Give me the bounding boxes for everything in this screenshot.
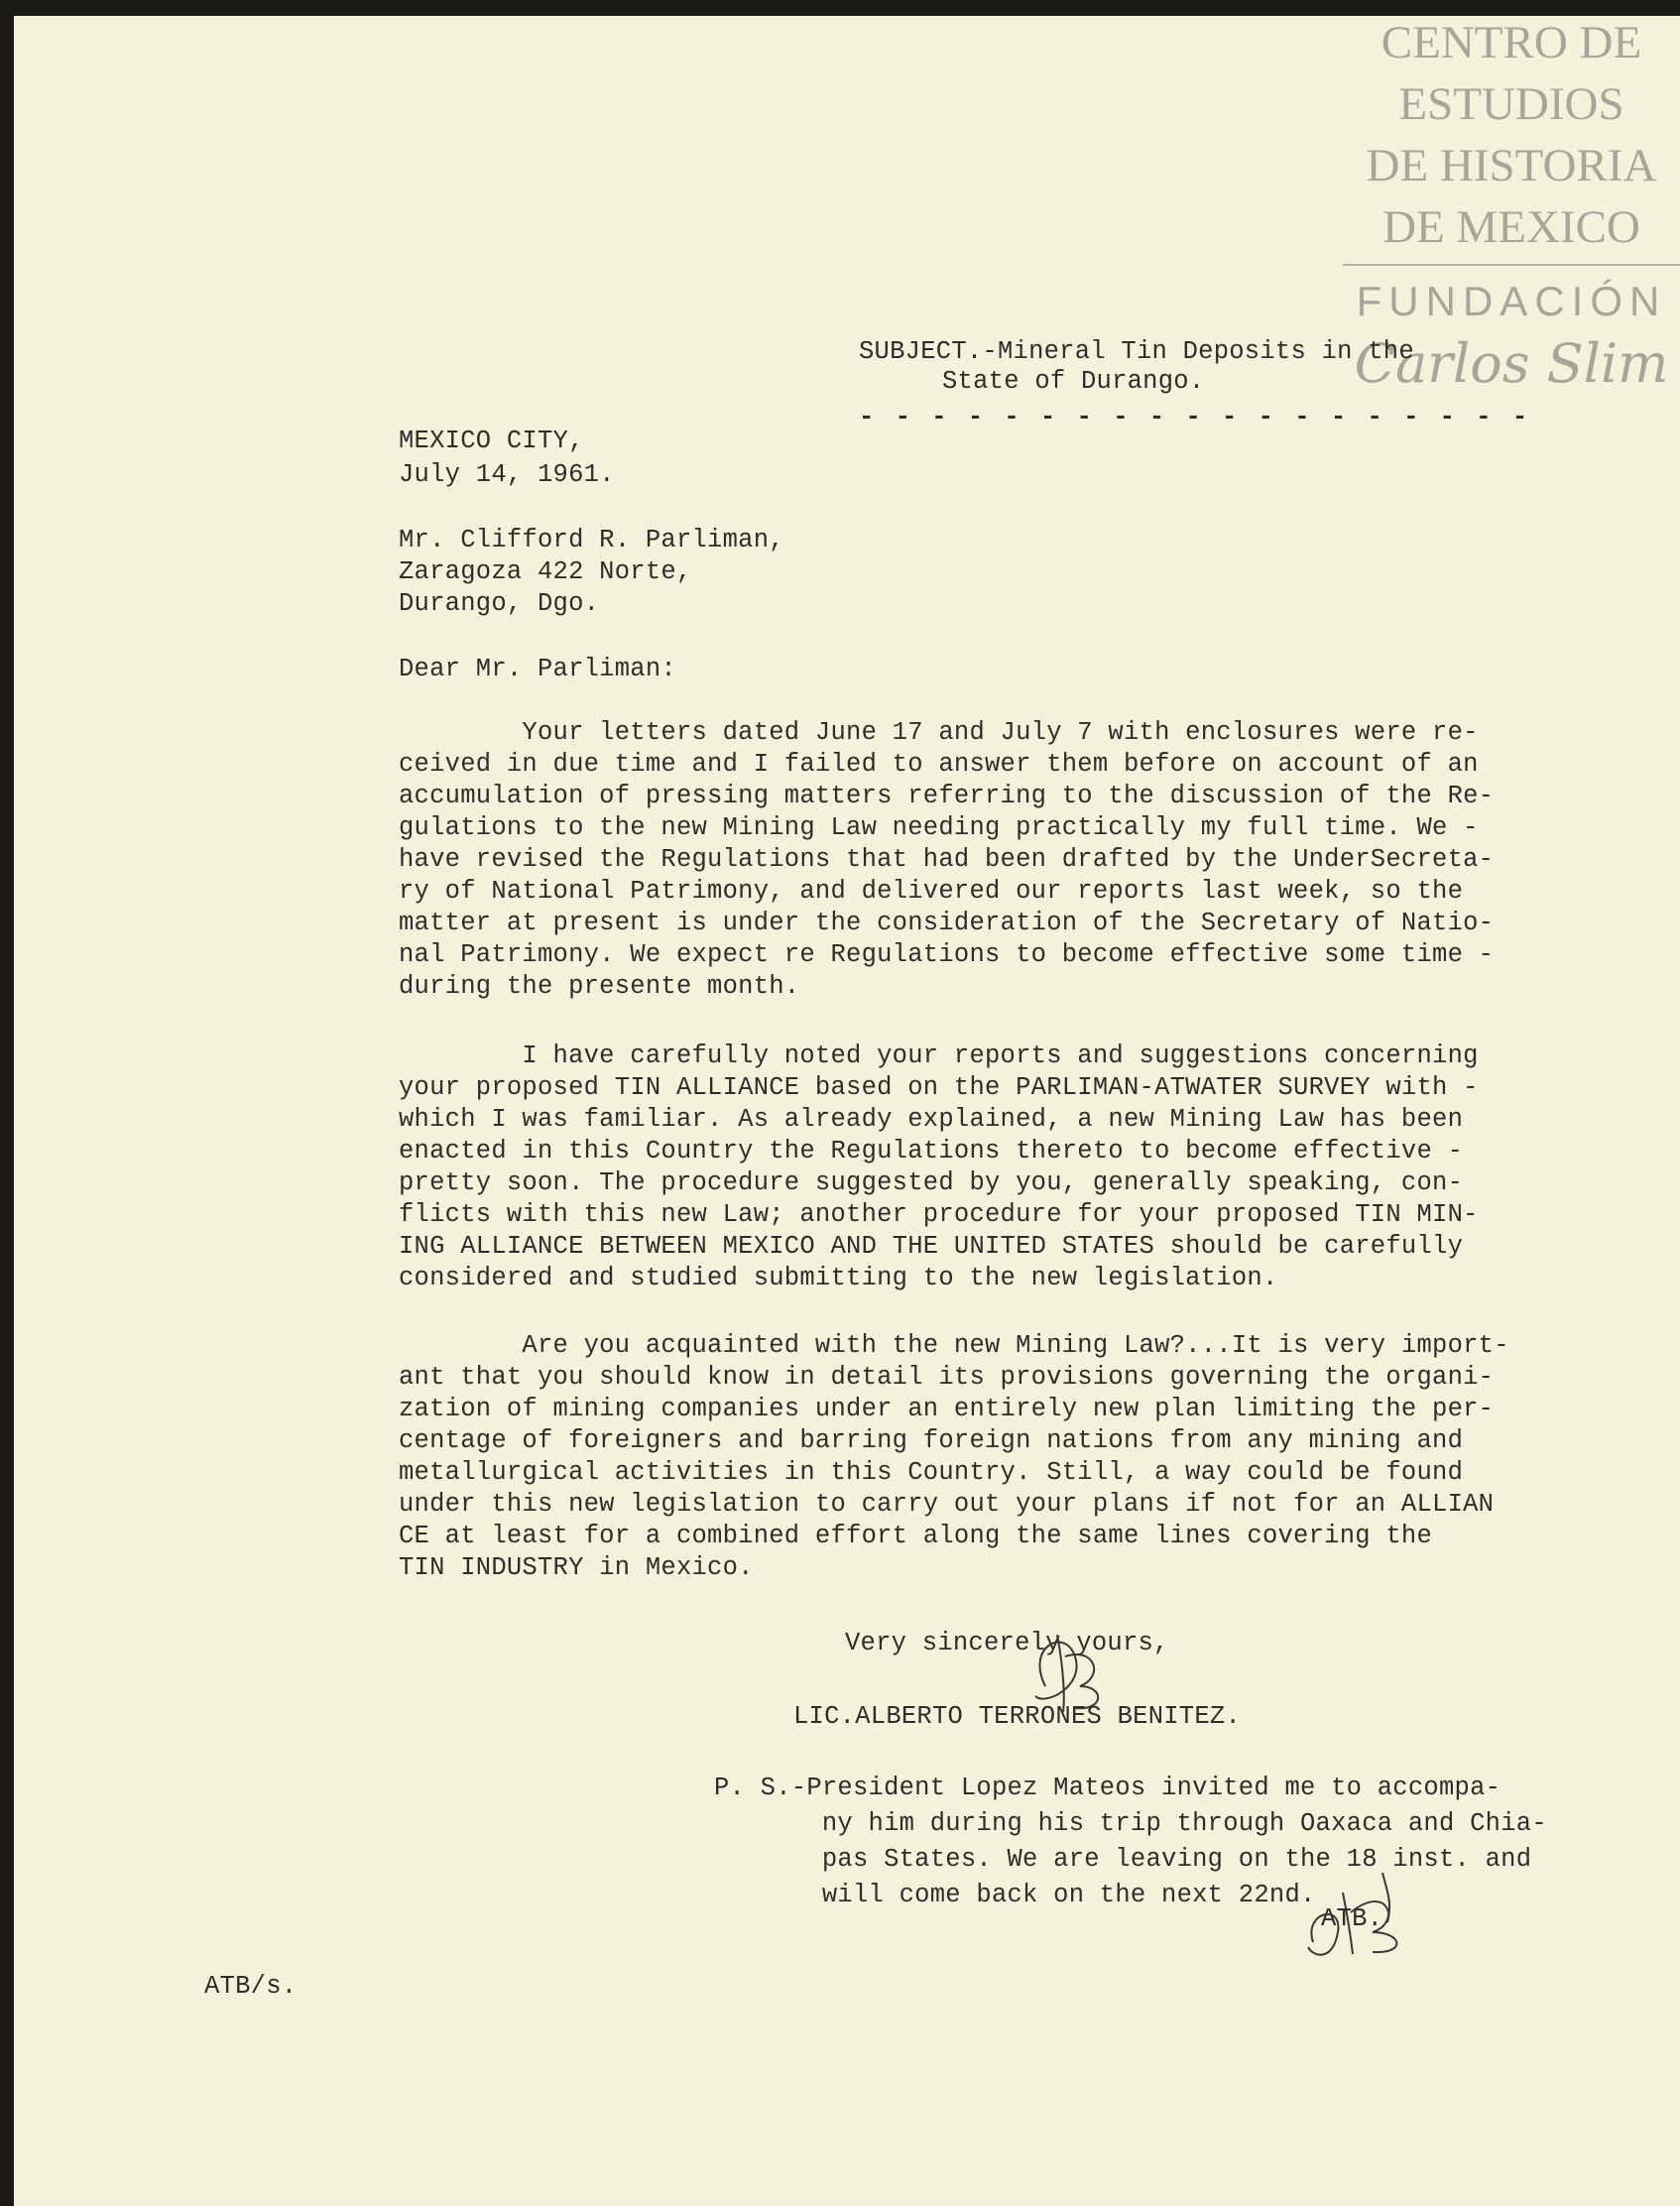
- recipient-city: Durango, Dgo.: [399, 589, 600, 618]
- paragraph-line: zation of mining companies under an entirely new plan limiting the per-: [399, 1395, 1495, 1423]
- postscript-line: P. S.-President Lopez Mateos invited me to accompa-: [714, 1774, 1501, 1802]
- paragraph-line: centage of foreigners and barring foreign nations from any mining and: [399, 1426, 1464, 1455]
- letter-date: July 14, 1961.: [399, 460, 615, 489]
- initials-scribble: [1293, 1863, 1422, 1962]
- paragraph-line: under this new legislation to carry out your plans if not for an ALLIAN: [399, 1490, 1495, 1519]
- paragraph-line: ceived in due time and I failed to answer them before on account of an: [399, 750, 1479, 779]
- paragraph-line: CE at least for a combined effort along the same lines covering the: [399, 1522, 1433, 1550]
- watermark-divider: [1343, 264, 1680, 266]
- watermark-line: ESTUDIOS: [1398, 78, 1624, 130]
- paragraph-line: metallurgical activities in this Country. Still, a way could be found: [399, 1458, 1464, 1487]
- postscript-line: pas States. We are leaving on the 18 inst. and: [714, 1845, 1532, 1874]
- watermark-signature: Carlos Slim: [1354, 332, 1669, 395]
- recipient-name: Mr. Clifford R. Parliman,: [399, 526, 784, 554]
- paragraph-line: during the presente month.: [399, 972, 800, 1001]
- paragraph-line: matter at present is under the consideration of the Secretary of Natio-: [399, 909, 1495, 937]
- watermark-foundation: FUNDACIÓN: [1356, 278, 1667, 324]
- watermark-line: CENTRO DE: [1380, 17, 1642, 68]
- paragraph-line: TIN INDUSTRY in Mexico.: [399, 1553, 754, 1582]
- paragraph-line: pretty soon. The procedure suggested by you, generally speaking, con-: [399, 1168, 1464, 1197]
- subject-underline: - - - - - - - - - - - - - - - - - - -: [859, 403, 1531, 431]
- letter-place: MEXICO CITY,: [399, 427, 584, 455]
- paragraph-line: Are you acquainted with the new Mining Law?...It is very import-: [399, 1331, 1509, 1360]
- closing: Very sincerely yours,: [845, 1629, 1169, 1657]
- watermark-line: DE HISTORIA: [1366, 140, 1657, 191]
- paragraph-3: [399, 1331, 1509, 1585]
- letter-page: [14, 16, 1680, 2206]
- paragraph-line: your proposed TIN ALLIANCE based on the PARLIMAN-ATWATER SURVEY with -: [399, 1073, 1479, 1102]
- paragraph-line: ry of National Patrimony, and delivered our reports last week, so the: [399, 877, 1464, 906]
- paragraph-line: enacted in this Country the Regulations thereto to become effective -: [399, 1137, 1464, 1165]
- reference-initials: ATB/s.: [204, 1972, 298, 2001]
- paragraph-line: ING ALLIANCE BETWEEN MEXICO AND THE UNITED STATES should be carefully: [399, 1232, 1464, 1261]
- postscript-line: will come back on the next 22nd.: [714, 1881, 1316, 1909]
- paragraph-1: [399, 718, 1494, 1004]
- paragraph-line: have revised the Regulations that had been drafted by the UnderSecreta-: [399, 845, 1495, 874]
- paragraph-line: accumulation of pressing matters referring to the discussion of the Re-: [399, 782, 1495, 810]
- paragraph-line: ant that you should know in detail its provisions governing the organi-: [399, 1363, 1495, 1392]
- salutation: Dear Mr. Parliman:: [399, 655, 676, 683]
- paragraph-line: Your letters dated June 17 and July 7 with enclosures were re-: [399, 718, 1479, 747]
- postscript-initials: ATB.: [1321, 1904, 1383, 1933]
- recipient-street: Zaragoza 422 Norte,: [399, 557, 692, 586]
- subject-line-2: State of Durango.: [942, 367, 1205, 396]
- paragraph-line: nal Patrimony. We expect re Regulations to become effective some time -: [399, 940, 1495, 969]
- paragraph-line: I have carefully noted your reports and suggestions concerning: [399, 1042, 1479, 1070]
- paragraph-line: flicts with this new Law; another procedure for your proposed TIN MIN-: [399, 1200, 1479, 1229]
- subject-line: SUBJECT.-Mineral Tin Deposits in the: [859, 337, 1414, 366]
- postscript-line: ny him during his trip through Oaxaca and Chia-: [714, 1809, 1547, 1838]
- paragraph-2: [399, 1042, 1479, 1295]
- paragraph-line: gulations to the new Mining Law needing practically my full time. We -: [399, 813, 1479, 842]
- paragraph-line: which I was familiar. As already explained, a new Mining Law has been: [399, 1105, 1464, 1134]
- signer-name: LIC.ALBERTO TERRONES BENITEZ.: [793, 1702, 1242, 1731]
- watermark-line: DE MEXICO: [1382, 201, 1640, 253]
- paragraph-line: considered and studied submitting to the new legislation.: [399, 1264, 1278, 1292]
